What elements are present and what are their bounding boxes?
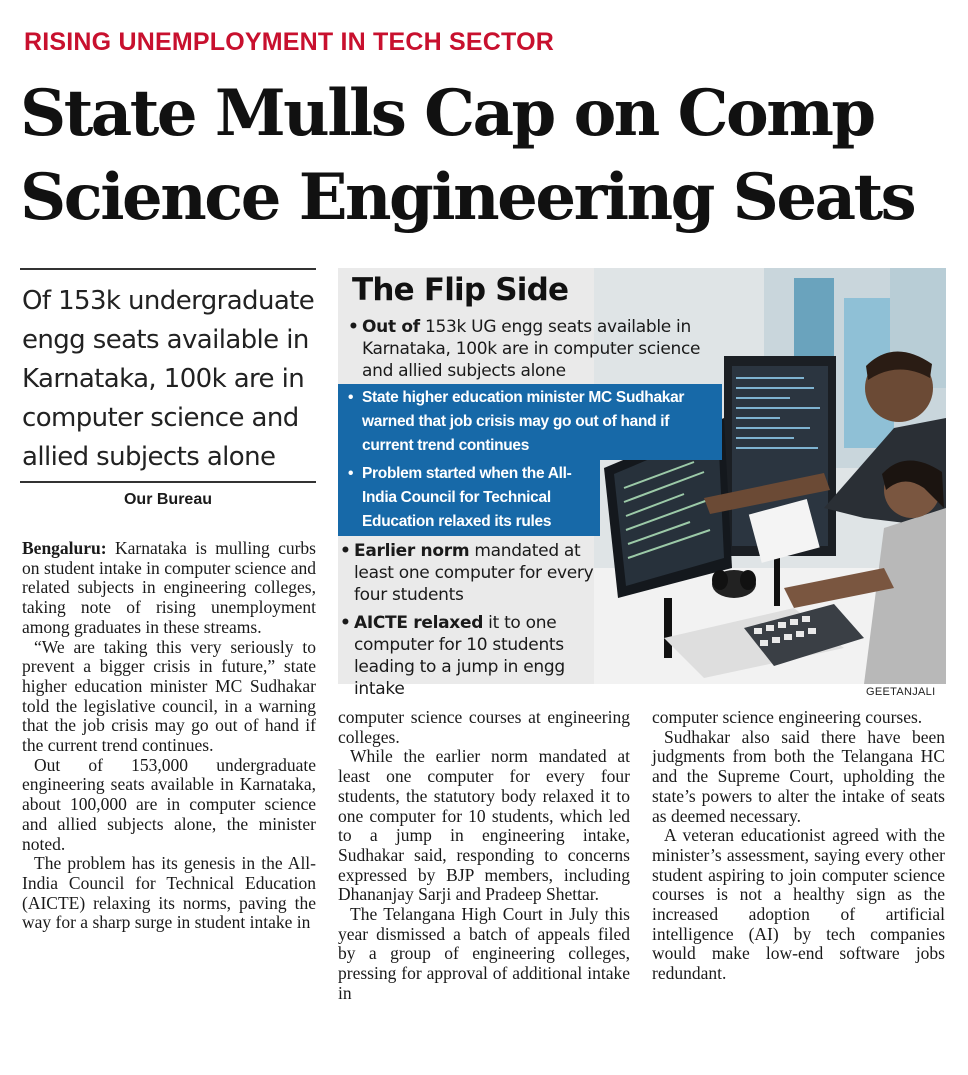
bullet-icon: • [348, 465, 354, 482]
standfirst: Of 153k undergraduate engg seats available in Karnataka, 100k are in computer science and allied subjects alone [22, 286, 315, 472]
byline: Our Bureau [123, 491, 212, 508]
infobox-bullet [340, 612, 598, 700]
article-paragraph: A veteran educationist agreed with the minister’s assessment, saying every other student aspiring to join computer science courses is not a healthy sign as the increased adoption of artificial intelligence (AI) by tech companies would make low-end software jobs redundant. [652, 825, 945, 984]
article-paragraph: The problem has its genesis in the All-India Council for Technical Education (AICTE) relaxing its norms, paving the way for a sharp surge in student intake in [22, 853, 316, 933]
article-paragraph: “We are taking this very seriously to prevent a bigger crisis in future,” state higher education minister MC Sudhakar told the legislative council, in a warning that the job crisis may go out of hand if the current trend continues. [22, 636, 316, 756]
photo-credit: GEETANJALI [866, 686, 936, 698]
dateline: Bengaluru: [22, 538, 107, 558]
infobox-highlight [338, 460, 600, 536]
infobox-title: The Flip Side [352, 272, 569, 308]
divider [20, 268, 316, 270]
bullet-text: it to one computer for 10 students leading to a jump in engg intake [354, 613, 565, 699]
bullet-lead: Earlier norm [354, 541, 470, 561]
headline [20, 72, 960, 240]
infobox-bullet [348, 316, 722, 382]
bullet-text: mandated at least one computer for every four students [354, 541, 594, 605]
article-paragraph: The Telangana High Court in July this year dismissed a batch of appeals filed by a group of engineering colleges, pressing for approval of additional intake in [338, 904, 630, 1003]
bullet-icon: • [340, 541, 351, 561]
bullet-icon: • [348, 317, 359, 337]
article-column-3 [652, 708, 945, 984]
bullet-text: 153k UG engg seats available in Karnataka, 100k are in computer science and allied subjects alone [362, 317, 701, 381]
kicker: RISING UNEMPLOYMENT IN TECH SECTOR [24, 28, 554, 56]
article-paragraph: computer science courses at engineering colleges. [338, 707, 630, 747]
headline-line-2: Science Engineering Seats [20, 160, 915, 235]
divider [20, 481, 316, 483]
highlight-text: Problem started when the All-India Council for Technical Education relaxed its rules [362, 465, 572, 530]
infobox-highlight [338, 384, 722, 460]
bullet-lead: Out of [362, 317, 420, 337]
highlight-text: State higher education minister MC Sudhakar warned that job crisis may go out of hand if current trend continues [362, 389, 685, 454]
bullet-icon: • [340, 613, 351, 633]
bullet-icon: • [348, 389, 354, 406]
article-paragraph: Sudhakar also said there have been judgments from both the Telangana HC and the Supreme Court, upholding the state’s powers to alter the intake of seats as deemed necessary. [652, 726, 945, 826]
bullet-lead: AICTE relaxed [354, 613, 484, 633]
article-column-2 [338, 708, 630, 1004]
article-column-1 [22, 539, 316, 933]
headline-line-1: State Mulls Cap on Comp [20, 76, 874, 151]
article-paragraph: Out of 153,000 undergraduate engineering seats available in Karnataka, about 100,000 are in computer science and allied subjects alone, the minister noted. [22, 754, 316, 854]
article-paragraph: Bengaluru: Karnataka is mulling curbs on student intake in computer science and related subjects in engineering colleges, taking note of rising unemployment among graduates in these streams. [22, 538, 316, 637]
infobox-bullet [340, 540, 594, 606]
article-paragraph: While the earlier norm mandated at least one computer for every four students, the statutory body relaxed it to one computer for 10 students, which led to a jump in engineering intake, Sudhakar said, responding to concerns expressed by BJP members, including Dhananjay Sarji and Pradeep Shettar. [338, 746, 630, 905]
article-paragraph: computer science engineering courses. [652, 707, 923, 727]
